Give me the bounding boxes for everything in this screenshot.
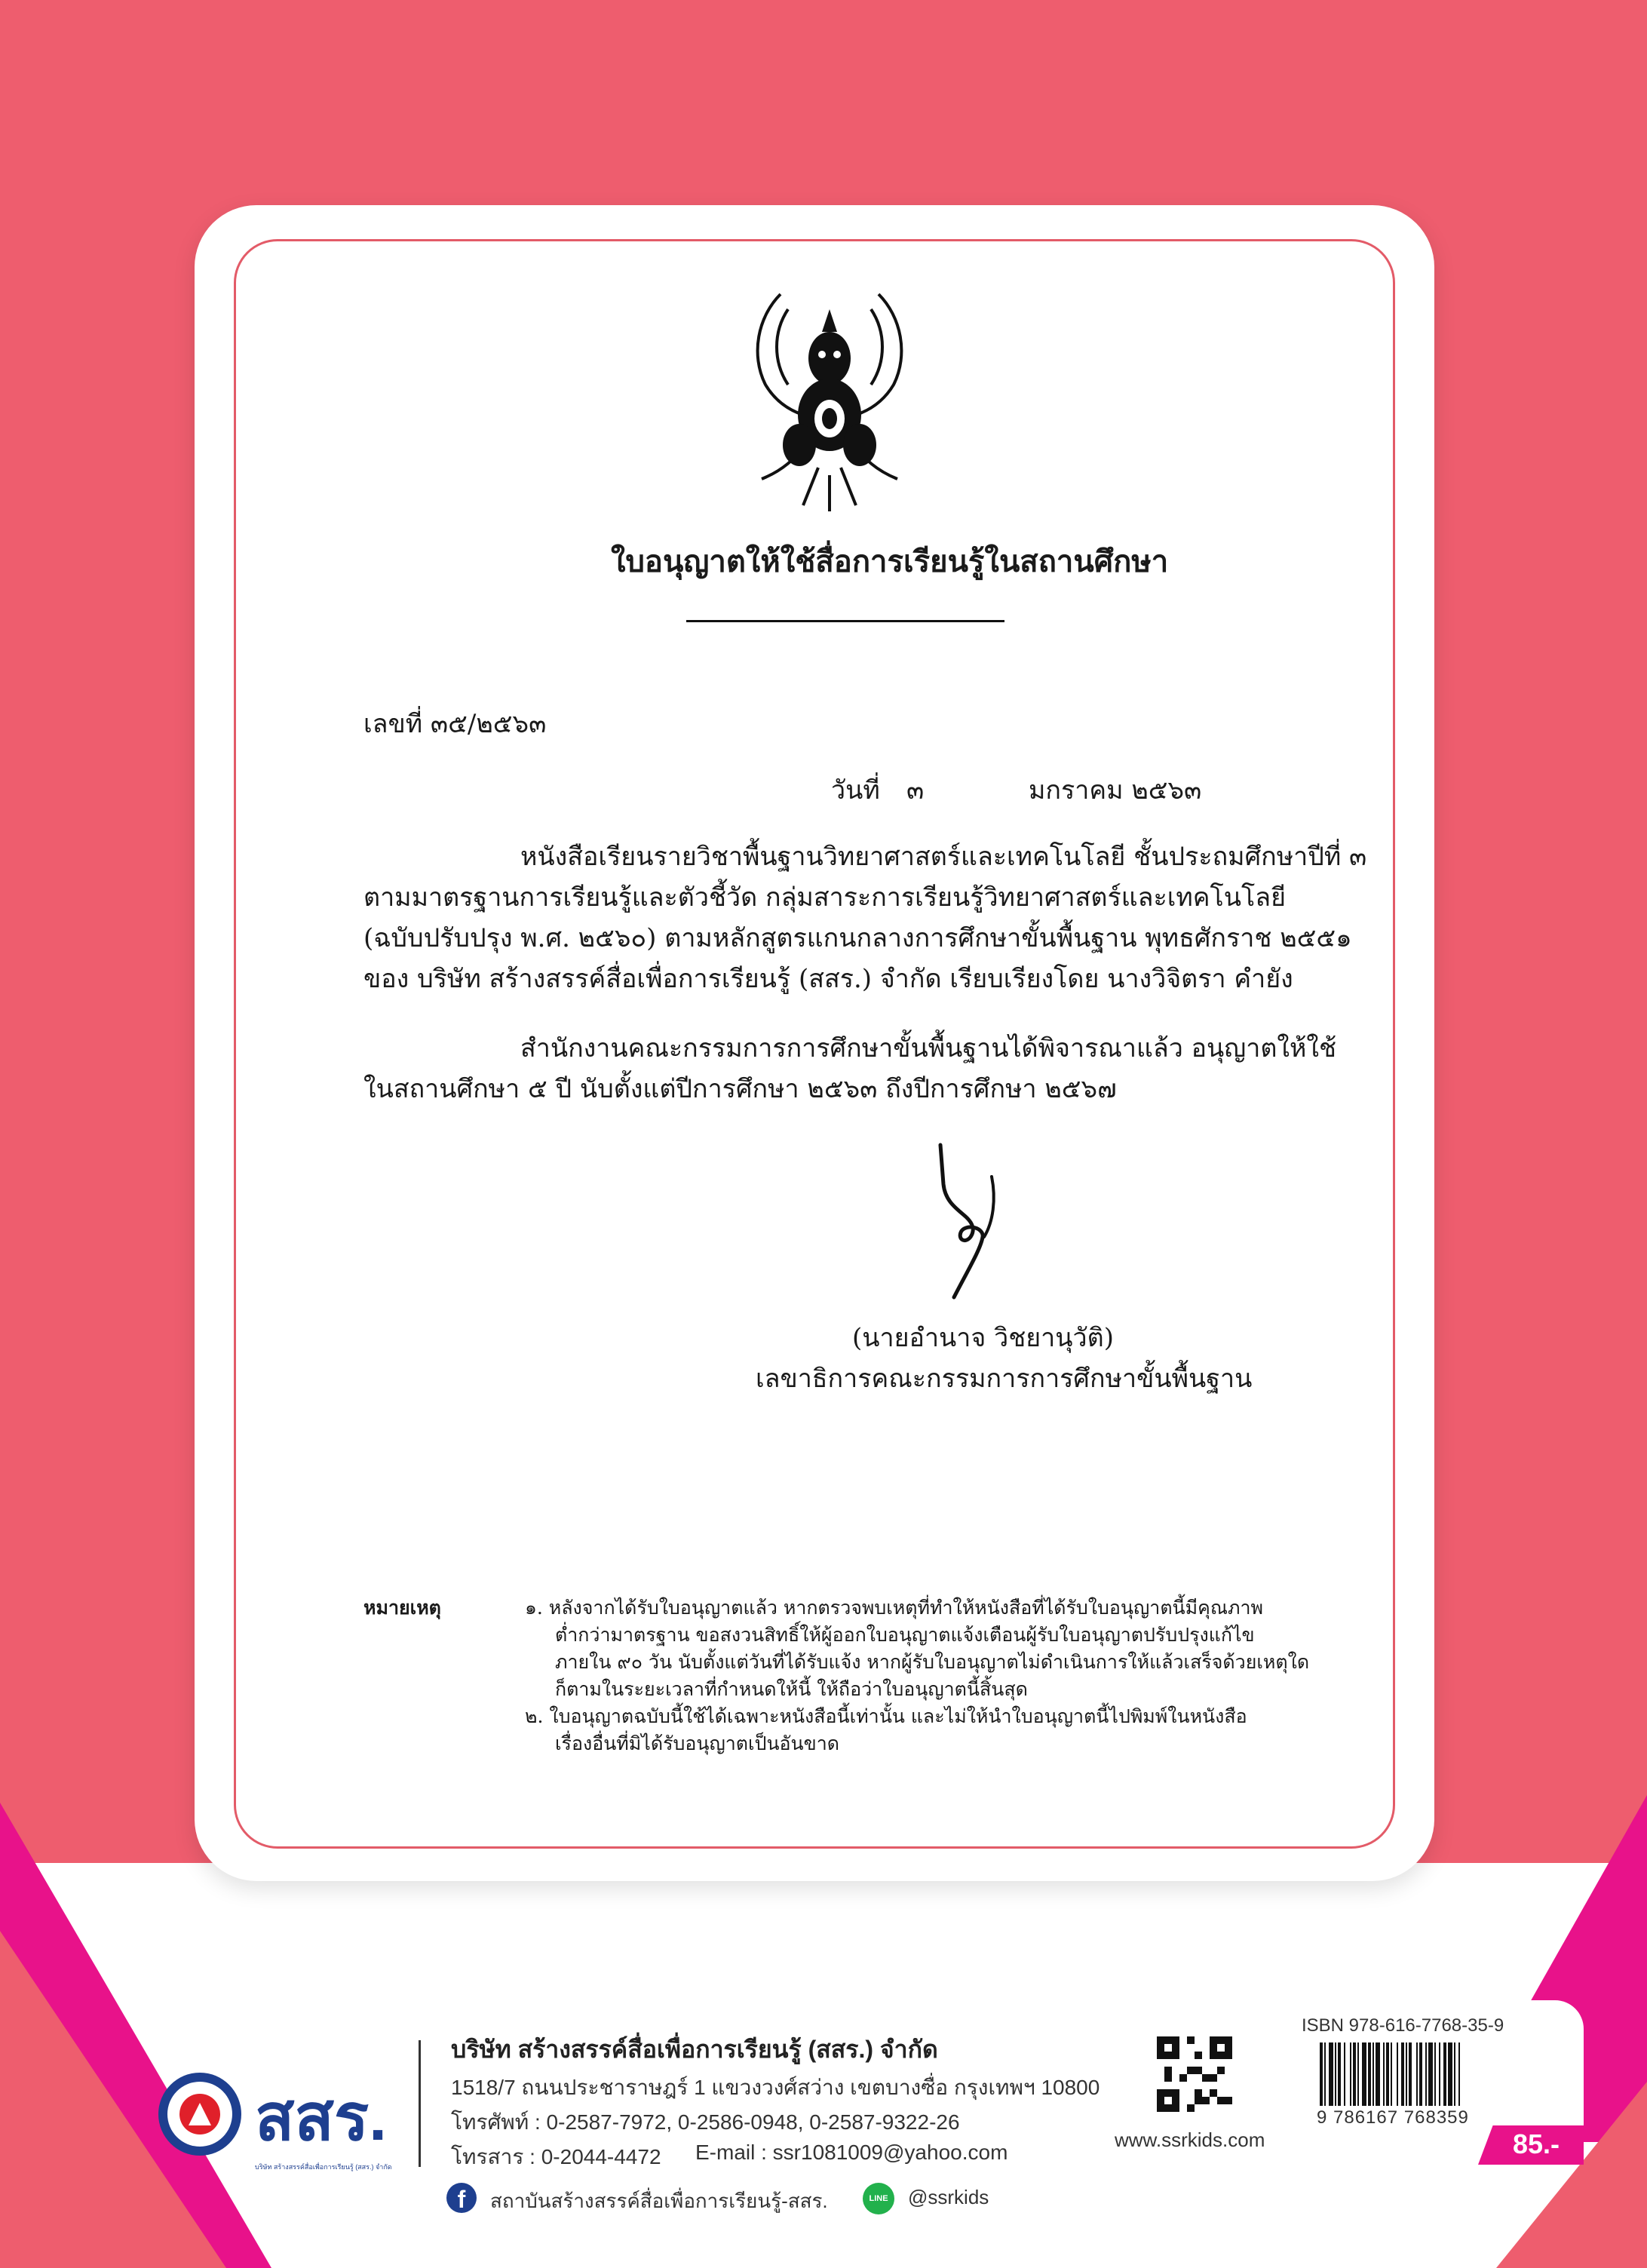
company-name: บริษัท สร้างสรรค์สื่อเพื่อการเรียนรู้ (สสร.) จำกัด (451, 2036, 938, 2063)
facebook-page[interactable]: สถาบันสร้างสรรค์สื่อเพื่อการเรียนรู้-สสร. (490, 2190, 828, 2212)
barcode-bar (1353, 2042, 1356, 2106)
body-line: (ฉบับปรับปรุง พ.ศ. ๒๕๖๐) ตามหลักสูตรแกนกลางการศึกษาขั้นพื้นฐาน พุทธศักราช ๒๕๕๑ (363, 923, 1352, 953)
barcode-bar (1324, 2042, 1326, 2106)
barcode-bar (1448, 2042, 1452, 2106)
license-number: เลขที่ ๓๕/๒๕๖๓ (363, 709, 547, 739)
qr-code-icon[interactable] (1157, 2036, 1232, 2112)
note-line: ต่ำกว่ามาตรฐาน ขอสงวนสิทธิ์ให้ผู้ออกใบอนุญาตแจ้งเตือนผู้รับใบอนุญาตปรับปรุงแก้ไข (555, 1624, 1255, 1646)
footer-divider (419, 2040, 421, 2167)
barcode-bar (1425, 2042, 1427, 2106)
barcode-bar (1320, 2042, 1323, 2106)
note-line: ๑. หลังจากได้รับใบอนุญาตแล้ว หากตรวจพบเหตุที่ทำให้หนังสือที่ได้รับใบอนุญาตนี้มีคุณภาพ (525, 1597, 1264, 1619)
barcode-bar (1443, 2042, 1446, 2106)
body-line: ตามมาตรฐานการเรียนรู้และตัวชี้วัด กลุ่มสาระการเรียนรู้วิทยาศาสตร์และเทคโนโลยี (363, 882, 1287, 913)
barcode-bar (1397, 2042, 1398, 2106)
barcode-bar (1383, 2042, 1385, 2106)
body-line: สำนักงานคณะกรรมการการศึกษาขั้นพื้นฐานได้พิจารณาแล้ว อนุญาตให้ใช้ (520, 1033, 1337, 1063)
barcode-bar (1454, 2042, 1455, 2106)
company-phone: โทรศัพท์ : 0-2587-7972, 0-2586-0948, 0-2587-9322-26 (451, 2110, 960, 2134)
line-icon[interactable]: LINE (863, 2183, 894, 2214)
barcode-bar (1401, 2042, 1404, 2106)
barcode-bar (1350, 2042, 1351, 2106)
website[interactable]: www.ssrkids.com (1115, 2128, 1265, 2151)
barcode-number: 9 786167 768359 (1317, 2107, 1469, 2128)
company-email: E-mail : ssr1081009@yahoo.com (695, 2141, 1008, 2164)
barcode-bar (1344, 2042, 1345, 2106)
price: 85.- (1513, 2128, 1560, 2159)
signature (924, 1139, 1014, 1305)
company-logo-text: สสร. (255, 2082, 388, 2154)
body-line: หนังสือเรียนรายวิชาพื้นฐานวิทยาศาสตร์และเทคโนโลยี ชั้นประถมศึกษาปีที่ ๓ (520, 842, 1367, 872)
barcode-bar (1434, 2042, 1436, 2106)
barcode-bar (1416, 2042, 1418, 2106)
barcode-bar (1372, 2042, 1374, 2106)
barcode-bar (1357, 2042, 1359, 2106)
signer-title: เลขาธิการคณะกรรมการการศึกษาขั้นพื้นฐาน (756, 1364, 1253, 1394)
barcode-bar (1428, 2042, 1433, 2106)
body-line: ในสถานศึกษา ๕ ปี นับตั้งแต่ปีการศึกษา ๒๕๖๓ ถึงปีการศึกษา ๒๕๖๗ (363, 1074, 1117, 1104)
barcode-bar (1419, 2042, 1422, 2106)
date-month-year: มกราคม ๒๕๖๓ (1029, 775, 1202, 806)
date-label: วันที่ (831, 775, 880, 806)
body-line: ของ บริษัท สร้างสรรค์สื่อเพื่อการเรียนรู้ (สสร.) จำกัด เรียบเรียงโดย นางวิจิตรา คำยัง (363, 964, 1293, 994)
barcode-bar (1406, 2042, 1407, 2106)
barcode-bar (1391, 2042, 1392, 2106)
certificate-title: ใบอนุญาตให้ใช้สื่อการเรียนรู้ในสถานศึกษา (611, 544, 1169, 579)
barcode-bar (1368, 2042, 1371, 2106)
note-line: ภายใน ๙๐ วัน นับตั้งแต่วันที่ได้รับแจ้ง หากผู้รับใบอนุญาตไม่ดำเนินการให้แล้วเสร็จด้วยเหตุใด (555, 1651, 1310, 1673)
barcode-bar (1362, 2042, 1366, 2106)
barcode-bar (1458, 2042, 1460, 2106)
barcode-bar (1439, 2042, 1440, 2106)
facebook-icon[interactable]: f (446, 2183, 477, 2213)
note-line: เรื่องอื่นที่มิได้รับอนุญาตเป็นอันขาด (555, 1732, 840, 1754)
note-label: หมายเหตุ (363, 1597, 441, 1619)
barcode (1320, 2042, 1517, 2106)
company-logo-caption: บริษัท สร้างสรรค์สื่อเพื่อการเรียนรู้ (สสร.) จำกัด (255, 2163, 392, 2171)
line-id[interactable]: @ssrkids (908, 2186, 989, 2208)
date-day: ๓ (906, 775, 925, 806)
company-fax: โทรสาร : 0-2044-4472 (451, 2145, 661, 2168)
title-underline (686, 620, 1004, 622)
barcode-bar (1386, 2042, 1389, 2106)
signer-name: (นายอำนาจ วิชยานุวัติ) (852, 1323, 1114, 1353)
barcode-bar (1409, 2042, 1412, 2106)
isbn: ISBN 978-616-7768-35-9 (1302, 2015, 1504, 2036)
barcode-bar (1335, 2042, 1336, 2106)
garuda-emblem-icon (735, 287, 924, 513)
note-line: ก็ตามในระยะเวลาที่กำหนดให้นี้ ให้ถือว่าใบอนุญาตนี้สิ้นสุด (555, 1678, 1028, 1700)
barcode-bar (1338, 2042, 1341, 2106)
note-line: ๒. ใบอนุญาตฉบับนี้ใช้ได้เฉพาะหนังสือนี้เท่านั้น และไม่ให้นำใบอนุญาตนี้ไปพิมพ์ในหนังสือ (525, 1705, 1247, 1727)
company-address: 1518/7 ถนนประชาราษฎร์ 1 แขวงวงศ์สว่าง เขตบางซื่อ กรุงเทพฯ 10800 (451, 2076, 1100, 2099)
barcode-bar (1329, 2042, 1333, 2106)
company-logo-icon (158, 2073, 241, 2156)
barcode-bar (1376, 2042, 1380, 2106)
